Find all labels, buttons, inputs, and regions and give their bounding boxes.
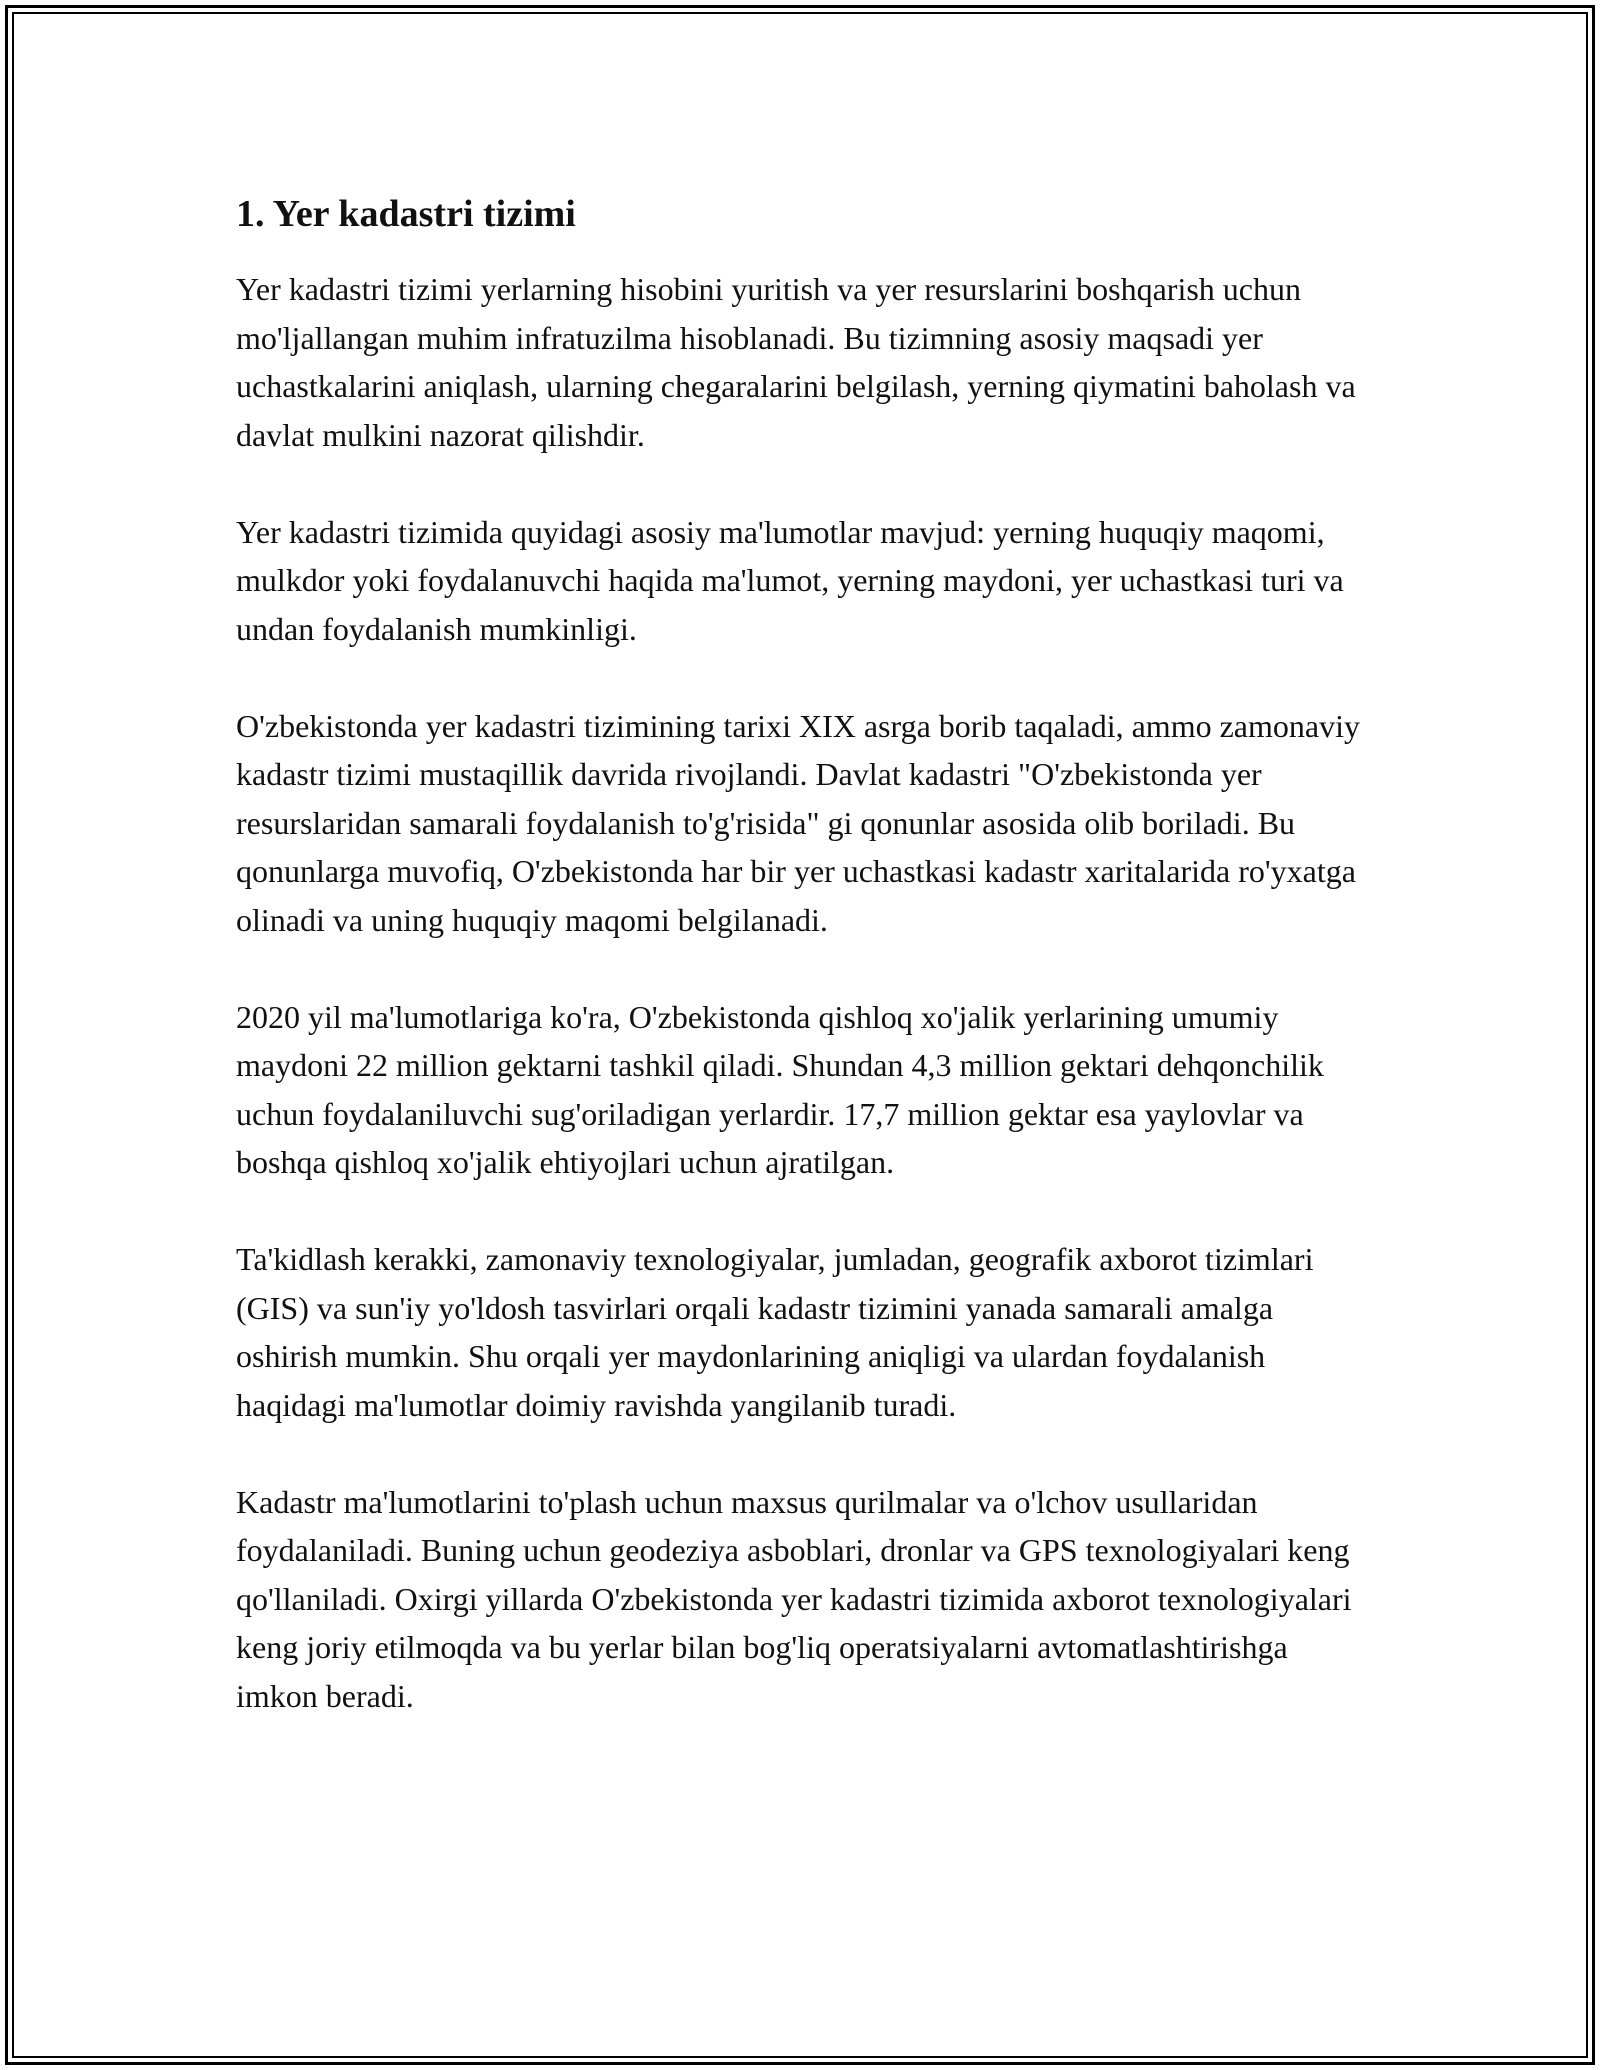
paragraph-1: Yer kadastri tizimi yerlarning hisobini yuritish va yer resurslarini boshqarish uchun mo'ljallangan muhim infratuzilma hisoblanadi. Bu tizimning asosiy maqsadi yer uchastkalarini aniqlash, ularning chegaralarini belgilash, yerning qiymatini baholash va davlat mulkini nazorat qilishdir. <box>236 271 1356 453</box>
paragraph-6: Kadastr ma'lumotlarini to'plash uchun maxsus qurilmalar va o'lchov usullaridan foydalaniladi. Buning uchun geodeziya asboblari, dronlar va GPS texnologiyalari keng qo'llaniladi. Oxirgi yillarda O'zbekistonda yer kadastri tizimida axborot texnologiyalari keng joriy etilmoqda va bu yerlar bilan bog'liq operatsiyalarni avtomatlashtirishga imkon beradi. <box>236 1483 1352 1714</box>
paragraph-5: Ta'kidlash kerakki, zamonaviy texnologiyalar, jumladan, geografik axborot tizimlari (GIS) va sun'iy yo'ldosh tasvirlari orqali kadastr tizimini yanada samarali amalga oshirish mumkin. Shu orqali yer maydonlarining aniqligi va ulardan foydalanish haqidagi ma'lumotlar doimiy ravishda yangilanib turadi. <box>236 1241 1314 1423</box>
paragraph-4: 2020 yil ma'lumotlariga ko'ra, O'zbekistonda qishloq xo'jalik yerlarining umumiy maydoni 22 million gektarni tashkil qiladi. Shundan 4,3 million gektari dehqonchilik uchun foydalaniluvchi sug'oriladigan yerlardir. 17,7 million gektar esa yaylovlar va boshqa qishloq xo'jalik ehtiyojlari uchun ajratilgan. <box>236 998 1324 1180</box>
paragraph-3: O'zbekistonda yer kadastri tizimining tarixi XIX asrga borib taqaladi, ammo zamonaviy kadastr tizimi mustaqillik davrida rivojlandi. Davlat kadastri "O'zbekistonda yer resurslaridan samarali foydalanish to'g'risida" gi qonunlar asosida olib boriladi. Bu qonunlarga muvofiq, O'zbekistonda har bir yer uchastkasi kadastr xaritalarida ro'yxatga olinadi va uning huquqiy maqomi belgilanadi. <box>236 707 1360 938</box>
document-body <box>236 186 1376 1720</box>
section-title: 1. Yer kadastri tizimi <box>236 193 576 235</box>
paragraph-2: Yer kadastri tizimida quyidagi asosiy ma'lumotlar mavjud: yerning huquqiy maqomi, mulkdor yoki foydalanuvchi haqida ma'lumot, yerning maydoni, yer uchastkasi turi va undan foydalanish mumkinligi. <box>236 513 1344 647</box>
